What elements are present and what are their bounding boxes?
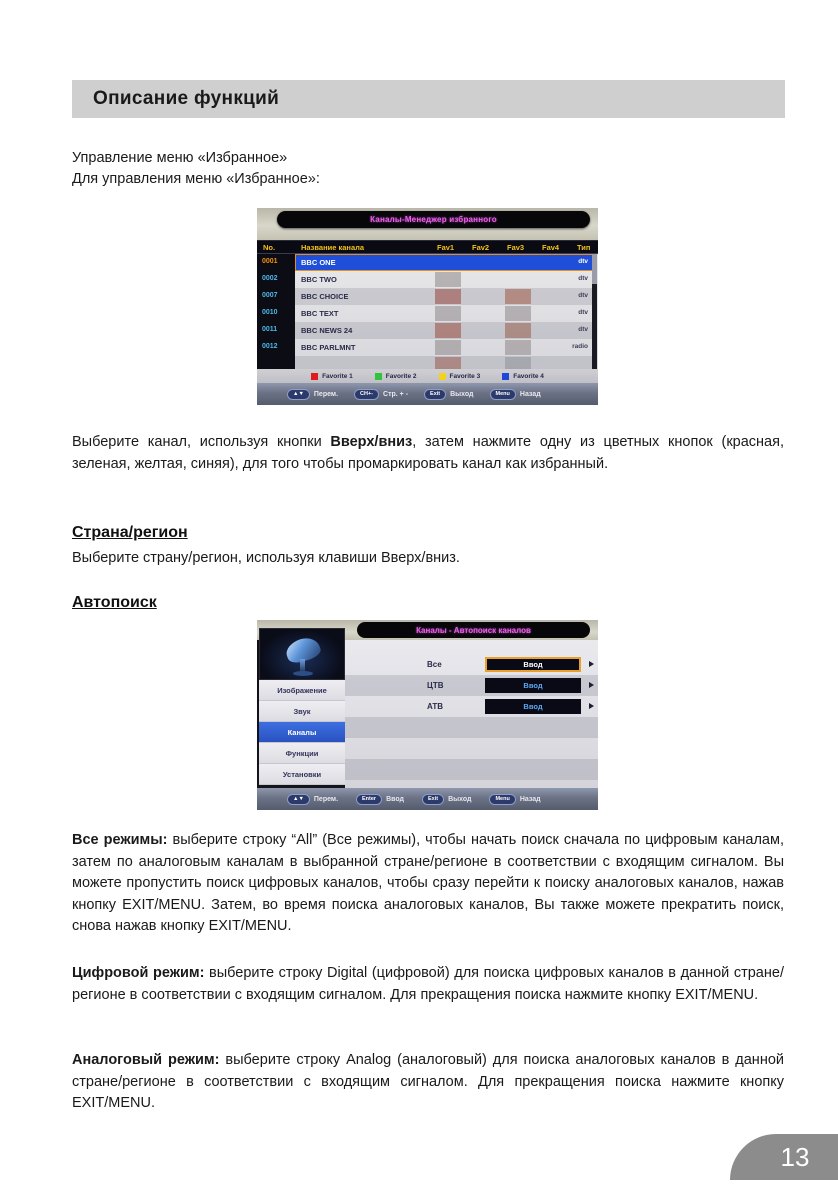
column-header-fav3: Fav3 [507,243,525,252]
legend-label: Favorite 3 [449,372,481,380]
row-number: 0012 [262,343,278,350]
legend-label: Favorite 1 [322,372,353,380]
column-header-fav4: Fav4 [542,243,560,252]
osd-title-bar [277,211,590,228]
status-hint-page [354,389,408,400]
row-background [295,254,594,271]
blue-swatch-icon [502,373,509,380]
channel-table-header [257,240,598,254]
table-row[interactable] [257,288,598,305]
status-hint-label: Перем. [313,390,339,398]
row-number: 0002 [262,275,278,282]
table-row[interactable] [257,339,598,356]
heading-country-region: Страна/регион [72,524,188,541]
legend-item-favorite-3 [439,373,481,380]
status-hint-label: Ввод [386,795,404,803]
enter-button[interactable] [485,678,581,693]
row-channel-name: BBC TEXT [301,309,339,318]
enter-button-label: Ввод [523,660,543,669]
favorite-cell[interactable] [505,289,531,304]
favorite-cell[interactable] [435,272,461,287]
table-row[interactable] [257,254,598,271]
vertical-scrollbar[interactable] [592,254,597,371]
column-header-type: Тип [577,243,591,252]
favorite-cell[interactable] [435,289,461,304]
favorite-cell[interactable] [505,340,531,355]
status-hint-exit [422,794,471,805]
row-number: 0011 [262,326,278,333]
osd-status-bar [257,383,598,405]
column-header-name: Название канала [301,243,365,252]
enter-button-label: Ввод [523,681,543,690]
legend-item-favorite-1 [311,373,353,380]
autoscan-row-dtv[interactable] [345,675,598,696]
channel-key-icon: CH+- [354,389,379,400]
osd-title-text: Каналы - Автопоиск каналов [416,625,531,635]
green-swatch-icon [375,373,382,380]
row-number: 0001 [262,258,278,265]
page-number-badge [730,1134,838,1180]
column-header-fav2: Fav2 [472,243,490,252]
satellite-dish-icon [259,628,345,680]
intro-line-2: Для управления меню «Избранное»: [72,171,320,187]
figure-autoscan-menu [257,620,598,810]
table-row[interactable] [257,271,598,288]
sidebar-item-sound[interactable] [259,701,345,722]
legend-item-favorite-2 [375,373,417,380]
sidebar-item-picture[interactable] [259,680,345,701]
dish-base-shape [293,671,313,676]
osd-sidebar [257,628,345,788]
sidebar-item-label: Функции [285,748,319,758]
table-row[interactable] [257,305,598,322]
status-hint-label: Выход [450,390,474,398]
status-hint-back [490,389,541,400]
enter-button[interactable] [485,699,581,714]
page-number: 13 [780,1141,810,1172]
favorite-cell[interactable] [435,306,461,321]
chevron-right-icon [589,661,594,667]
paragraph-all-modes: Все режимы: выберите строку “All” (Все режимы), чтобы начать поиск сначала по цифровым каналам, затем по аналоговым каналам в выбранной стране/регионе в соответствии с входящим сигналом. Вы можете пропустить поиск цифровых каналов, чтобы сразу перейти к поиску аналоговых каналов, нажав кнопку EXIT/MENU. Затем, во время поиска аналоговых каналов, Вы также можете прекратить поиск, снова нажав кнопку EXIT/MENU. [72,832,784,934]
section-header-band [72,80,785,118]
sidebar-item-label: Звук [293,706,311,716]
favorite-cell[interactable] [435,340,461,355]
autoscan-row-atv[interactable] [345,696,598,717]
status-hint-navigate [287,389,338,400]
row-channel-name: BBC TWO [301,275,337,284]
red-swatch-icon [311,373,318,380]
status-hint-label: Назад [519,390,541,398]
row-type: dtv [578,292,588,299]
menu-key-icon: Menu [489,794,515,805]
osd-title-text: Каналы-Менеджер избранного [370,215,497,224]
row-number: 0010 [262,309,278,316]
osd-status-bar [257,788,598,810]
paragraph-analog-mode: Аналоговый режим: выберите строку Analog (аналоговый) для поиска аналоговых каналов в данной стране/регионе в соответствии с входящим сигналом. Для прекращения поиска нажмите кнопку EXIT/MENU. [72,1052,784,1111]
table-row[interactable] [257,322,598,339]
osd-title-bar [357,622,590,638]
paragraph-digital-mode: Цифровой режим: выберите строку Digital (цифровой) для поиска цифровых каналов в данной стране/регионе в соответствии с входящим сигналом. Для прекращения поиска нажмите кнопку EXIT/MENU. [72,965,784,1003]
row-label: ЦТВ [427,681,444,690]
enter-key-icon: Enter [356,794,382,805]
chevron-right-icon [589,703,594,709]
intro-text [72,148,784,190]
row-type: radio [572,343,588,350]
legend-label: Favorite 2 [385,372,417,380]
sidebar-item-label: Установки [282,769,322,779]
sidebar-item-label: Каналы [287,727,317,737]
autoscan-row-empty [345,738,598,759]
row-type: dtv [578,275,588,282]
intro-line-1: Управление меню «Избранное» [72,150,288,166]
autoscan-row-empty [345,717,598,738]
legend-item-favorite-4 [502,373,544,380]
row-channel-name: BBC NEWS 24 [301,326,353,335]
yellow-swatch-icon [439,373,446,380]
sidebar-item-settings[interactable] [259,764,345,785]
exit-key-icon: Exit [424,389,446,400]
page-title: Описание функций [93,88,280,109]
column-header-fav1: Fav1 [437,243,455,252]
row-label: АТВ [427,702,444,711]
heading-autoscan: Автопоиск [72,594,157,611]
favorites-legend [257,369,598,383]
figure-channel-manager [257,208,598,405]
updown-key-icon: ▲▼ [287,794,310,805]
row-channel-name: BBC PARLMNT [301,343,356,352]
paragraph-country-region: Выберите страну/регион, используя клавиши Вверх/вниз. [72,550,460,566]
menu-key-icon: Menu [490,389,516,400]
status-hint-exit [424,389,473,400]
row-label: Все [427,660,442,669]
enter-button-label: Ввод [523,702,543,711]
row-channel-name: BBC CHOICE [301,292,349,301]
row-type: dtv [578,309,588,316]
chevron-right-icon [589,682,594,688]
favorite-cell[interactable] [505,323,531,338]
row-channel-name: BBC ONE [301,258,336,267]
status-hint-label: Перем. [313,795,339,803]
autoscan-row-all[interactable] [345,654,598,675]
favorite-cell[interactable] [505,306,531,321]
sidebar-item-channels[interactable] [259,722,345,743]
status-hint-enter [356,794,404,805]
enter-button[interactable] [485,657,581,672]
legend-label: Favorite 4 [513,372,544,380]
status-hint-label: Стр. + - [383,390,409,398]
channel-table-body [257,254,598,371]
status-hint-label: Выход [448,795,472,803]
osd-content-panel [345,640,598,788]
favorite-cell[interactable] [435,323,461,338]
scrollbar-thumb[interactable] [592,254,597,284]
exit-key-icon: Exit [422,794,444,805]
status-hint-back [489,794,540,805]
column-header-no: No. [263,243,276,252]
row-type: dtv [578,326,588,333]
autoscan-row-empty [345,759,598,780]
status-hint-navigate [287,794,338,805]
sidebar-item-label: Изображение [277,685,327,695]
status-hint-label: Назад [519,795,541,803]
row-type: dtv [578,258,588,265]
updown-key-icon: ▲▼ [287,389,310,400]
row-number: 0007 [262,292,278,299]
sidebar-item-functions[interactable] [259,743,345,764]
paragraph-favorites: Выберите канал, используя кнопки Вверх/вниз, затем нажмите одну из цветных кнопок (красная, зеленая, желтая, синяя), для того чтобы промаркировать канал как избранный. [72,434,784,472]
